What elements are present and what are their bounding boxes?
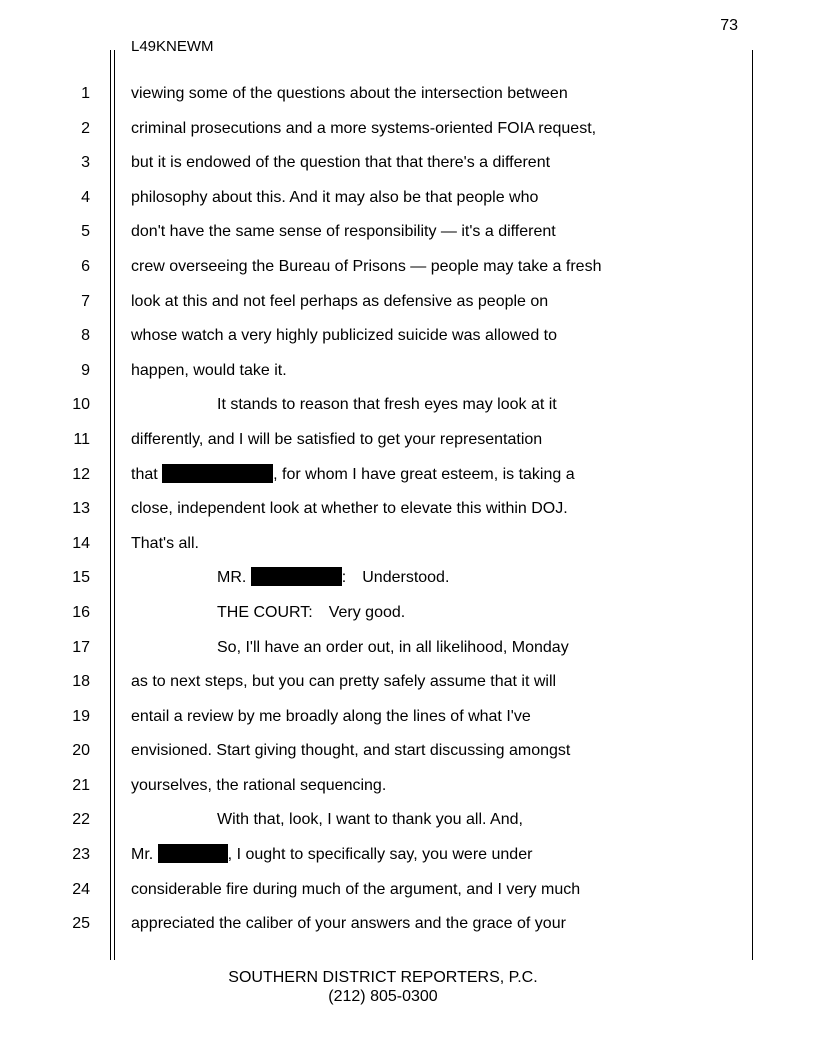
reporter-footer [0,968,766,1006]
transcript-line [0,77,816,112]
redaction-block [251,567,342,586]
spoken-text: Very good. [328,603,406,621]
line-number: 23 [72,846,90,864]
line-number: 16 [72,603,90,621]
transcript-line [0,215,816,250]
line-text: don't have the same sense of responsibility — it's a different [131,223,556,241]
line-number: 1 [81,85,90,102]
transcript-line [0,250,816,285]
redaction-block [162,464,273,483]
line-number: 6 [81,257,90,275]
case-header: L49KNEWM [131,38,214,55]
line-text: differently, and I will be satisfied to get your representation [131,430,543,448]
transcript-line [0,631,816,666]
line-number: 25 [72,915,90,933]
transcript-line [0,285,816,320]
line-number: 12 [72,465,90,483]
line-number: 8 [81,327,90,345]
line-text: happen, would take it. [131,361,287,379]
line-text: whose watch a very highly publicized suicide was allowed to [131,327,557,345]
transcript-line [0,458,816,493]
line-number: 21 [72,776,90,794]
line-text: as to next steps, but you can pretty safely assume that it will [131,673,557,691]
line-text-before-redaction: Mr. [131,846,158,864]
reporter-phone: (212) 805-0300 [328,988,438,1005]
speaker-label: MR. [217,569,251,587]
line-number: 17 [72,638,90,656]
transcript-line [0,596,816,631]
line-text: viewing some of the questions about the intersection between [131,85,568,102]
transcript-line [0,873,816,908]
line-text-before-redaction: that [131,465,163,483]
transcript-line [0,319,816,354]
line-number: 20 [72,742,90,760]
line-number: 19 [72,707,90,725]
line-text-after-redaction: , for whom I have great esteem, is taking a [273,465,575,483]
line-text: look at this and not feel perhaps as defensive as people on [131,292,549,310]
transcript-line [0,803,816,838]
line-text: With that, look, I want to thank you all. And, [217,811,523,829]
line-number: 22 [72,811,90,829]
transcript-line [0,112,816,147]
line-number: 2 [81,119,90,137]
line-number: 24 [72,880,90,898]
transcript-line [0,146,816,181]
transcript-line [0,388,816,423]
line-text: It stands to reason that fresh eyes may look at it [217,396,557,414]
line-text: envisioned. Start giving thought, and start discussing amongst [131,742,571,760]
line-text [131,838,532,873]
transcript-line [0,423,816,458]
transcript-line [0,838,816,873]
line-number: 13 [72,500,90,518]
line-number: 3 [81,154,90,172]
transcript-line [0,769,816,804]
transcript-line [0,527,816,562]
line-text: criminal prosecutions and a more systems-oriented FOIA request, [131,119,597,137]
transcript-line [0,907,816,942]
line-number: 7 [81,292,90,310]
transcript-line [0,665,816,700]
line-text: considerable fire during much of the argument, and I very much [131,880,581,898]
transcript-line [0,492,816,527]
line-number: 15 [72,569,90,587]
line-number: 4 [81,188,90,206]
line-text: So, I'll have an order out, in all likelihood, Monday [217,638,569,656]
line-text: That's all. [131,534,199,552]
transcript-line [0,700,816,735]
transcript-line [0,354,816,389]
page-number: 73 [720,17,738,34]
line-text: crew overseeing the Bureau of Prisons — people may take a fresh [131,257,602,275]
redaction-block [158,844,228,863]
transcript-line [0,734,816,769]
speaker-label: THE COURT: [217,603,313,621]
line-text: philosophy about this. And it may also be that people who [131,188,539,206]
line-text: appreciated the caliber of your answers and the grace of your [131,915,566,933]
transcript-body [0,77,816,942]
line-text: yourselves, the rational sequencing. [131,776,387,794]
line-text [131,458,575,493]
line-text [217,561,449,596]
line-number: 18 [72,673,90,691]
line-text-after-redaction: , I ought to specifically say, you were under [227,846,533,864]
speaker-colon: : [341,569,347,587]
line-number: 9 [81,361,90,379]
line-text: close, independent look at whether to elevate this within DOJ. [131,500,568,518]
transcript-line [0,561,816,596]
line-number: 11 [73,430,90,448]
line-text: entail a review by me broadly along the lines of what I've [131,707,531,725]
line-number: 14 [72,534,90,552]
line-text [217,596,405,631]
reporter-name: SOUTHERN DISTRICT REPORTERS, P.C. [228,969,538,986]
spoken-text: Understood. [362,569,450,587]
transcript-line [0,181,816,216]
line-text: but it is endowed of the question that that there's a different [131,154,551,172]
line-number: 5 [81,223,90,241]
line-number: 10 [72,396,90,414]
